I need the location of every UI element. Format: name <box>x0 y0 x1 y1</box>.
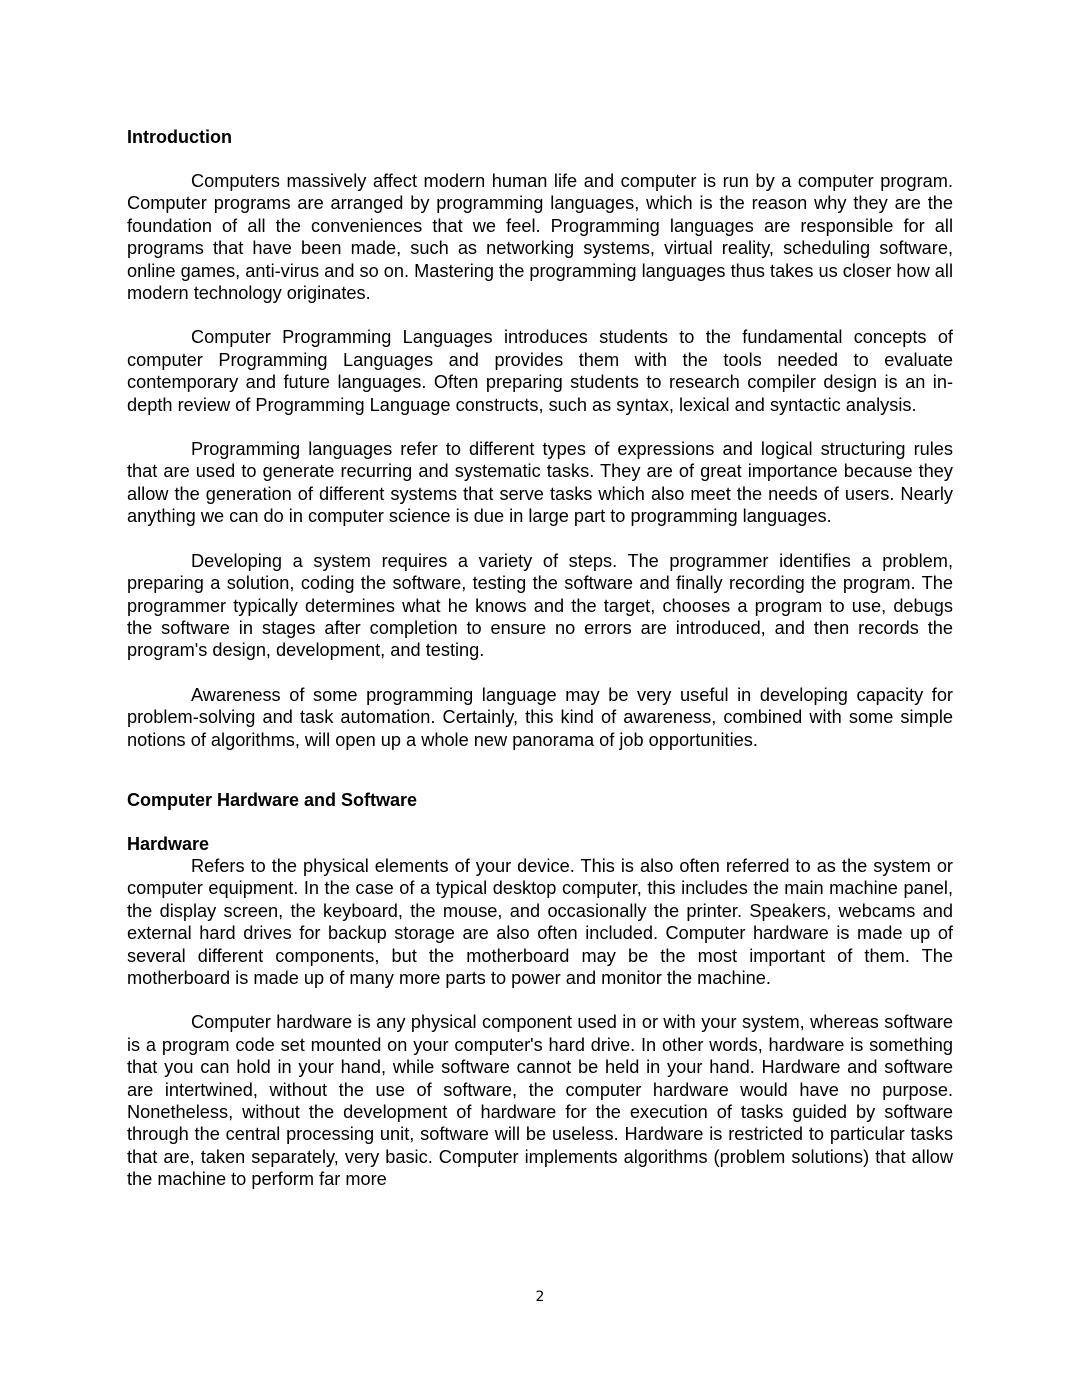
intro-paragraph: Awareness of some programming language may be very useful in developing capacity for problem-solving and task automation. Certainly, this kind of awareness, combined with some simple notions of algorithms, will open up a whole new panorama of job opportunities. <box>127 684 953 750</box>
intro-paragraph: Computers massively affect modern human life and computer is run by a computer program. Computer programs are arranged by programming languages, which is the reason why they are the foundation of all the conveniences that we feel. Programming languages are responsible for all programs that have been made, such as networking systems, virtual reality, scheduling software, online games, anti-virus and so on. Mastering the programming languages thus takes us closer how all modern technology originates. <box>127 171 953 304</box>
hardware-paragraph: Computer hardware is any physical component used in or with your system, whereas software is a program code set mounted on your computer's hard drive. In other words, hardware is something that you can hold in your hand, while software cannot be held in your hand. Hardware and software are intertwined, without the use of software, the computer hardware would have no purpose. Nonetheless, without the development of hardware for the execution of tasks guided by software through the central processing unit, software will be useless. Hardware is restricted to particular tasks that are, taken separately, very basic. Computer implements algorithms (problem solutions) that allow the machine to perform far more <box>127 1012 953 1190</box>
section-heading-introduction: Introduction <box>127 127 232 147</box>
intro-paragraph: Developing a system requires a variety of steps. The programmer identifies a problem, preparing a solution, coding the software, testing the software and finally recording the program. The programmer typically determines what he knows and the target, chooses a program to use, debugs the software in stages after completion to ensure no errors are introduced, and then records the program's design, development, and testing. <box>127 550 953 661</box>
section-heading-hardware-software: Computer Hardware and Software <box>127 789 418 810</box>
intro-paragraph: Computer Programming Languages introduces students to the fundamental concepts of computer Programming Languages and provides them with the tools needed to evaluate contemporary and future languages. Often preparing students to research compiler design is an in-depth review of Programming Language constructs, such as syntax, lexical and syntactic analysis. <box>127 327 953 415</box>
document-page <box>127 126 953 1191</box>
subsection-heading-hardware: Hardware <box>127 833 210 854</box>
page-number: 2 <box>535 1289 545 1305</box>
hardware-paragraph: Refers to the physical elements of your device. This is also often referred to as the system or computer equipment. In the case of a typical desktop computer, this includes the main machine panel, the display screen, the keyboard, the mouse, and occasionally the printer. Speakers, webcams and external hard drives for backup storage are also often included. Computer hardware is made up of several different components, but the motherboard may be the most important of them. The motherboard is made up of many more parts to power and monitor the machine. <box>127 855 953 988</box>
intro-paragraph: Programming languages refer to different types of expressions and logical structuring rules that are used to generate recurring and systematic tasks. They are of great importance because they allow the generation of different systems that serve tasks which also meet the needs of users. Nearly anything we can do in computer science is due in large part to programming languages. <box>127 439 953 527</box>
